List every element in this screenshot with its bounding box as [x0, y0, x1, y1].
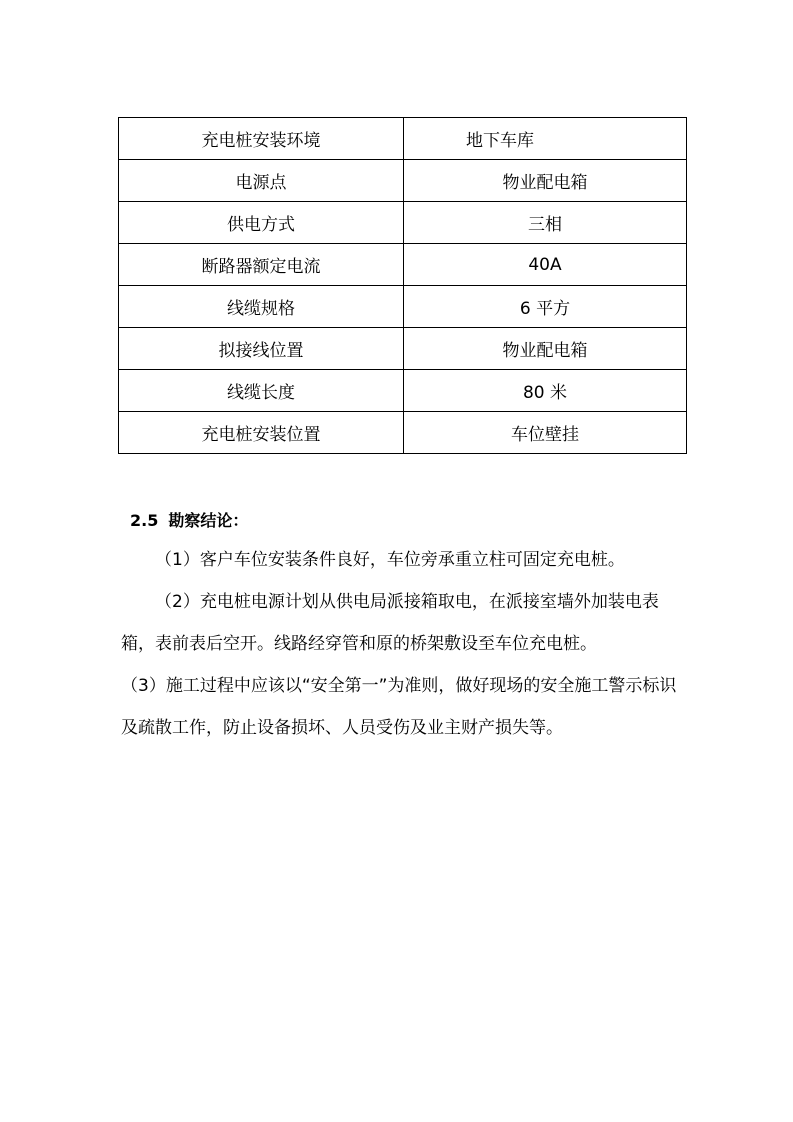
row-value: 车位壁挂	[404, 412, 687, 454]
row-label: 供电方式	[119, 202, 404, 244]
row-value: 6 平方	[404, 286, 687, 328]
row-value: 80 米	[404, 370, 687, 412]
row-label: 充电桩安装环境	[119, 118, 404, 160]
survey-info-table	[118, 117, 687, 454]
row-value: 40A	[404, 244, 687, 286]
row-value: 物业配电箱	[404, 160, 687, 202]
section-heading	[130, 508, 248, 531]
row-label: 电源点	[119, 160, 404, 202]
table-row	[119, 412, 687, 454]
table-row	[119, 118, 687, 160]
row-label: 线缆规格	[119, 286, 404, 328]
table-row	[119, 202, 687, 244]
table-row	[119, 286, 687, 328]
row-value: 三相	[404, 202, 687, 244]
table-row	[119, 160, 687, 202]
row-value: 地下车库	[404, 118, 687, 160]
conclusion-body	[121, 539, 681, 749]
row-label: 线缆长度	[119, 370, 404, 412]
conclusion-paragraph: （1）客户车位安装条件良好，车位旁承重立柱可固定充电桩。	[155, 550, 625, 570]
section-title: 勘察结论：	[168, 511, 249, 530]
conclusion-paragraph: （3）施工过程中应该以“安全第一”为准则，做好现场的安全施工警示标识及疏散工作，防止设备损坏、人员受伤及业主财产损失等。	[121, 676, 677, 738]
table-row	[119, 370, 687, 412]
table-row	[119, 244, 687, 286]
row-value: 物业配电箱	[404, 328, 687, 370]
row-label: 断路器额定电流	[119, 244, 404, 286]
conclusion-paragraph: （2）充电桩电源计划从供电局派接箱取电，在派接室墙外加装电表箱，表前表后空开。线路经穿管和原的桥架敷设至车位充电桩。	[121, 592, 659, 654]
section-number: 2.5	[130, 511, 159, 530]
table-row	[119, 328, 687, 370]
row-label: 拟接线位置	[119, 328, 404, 370]
row-label: 充电桩安装位置	[119, 412, 404, 454]
